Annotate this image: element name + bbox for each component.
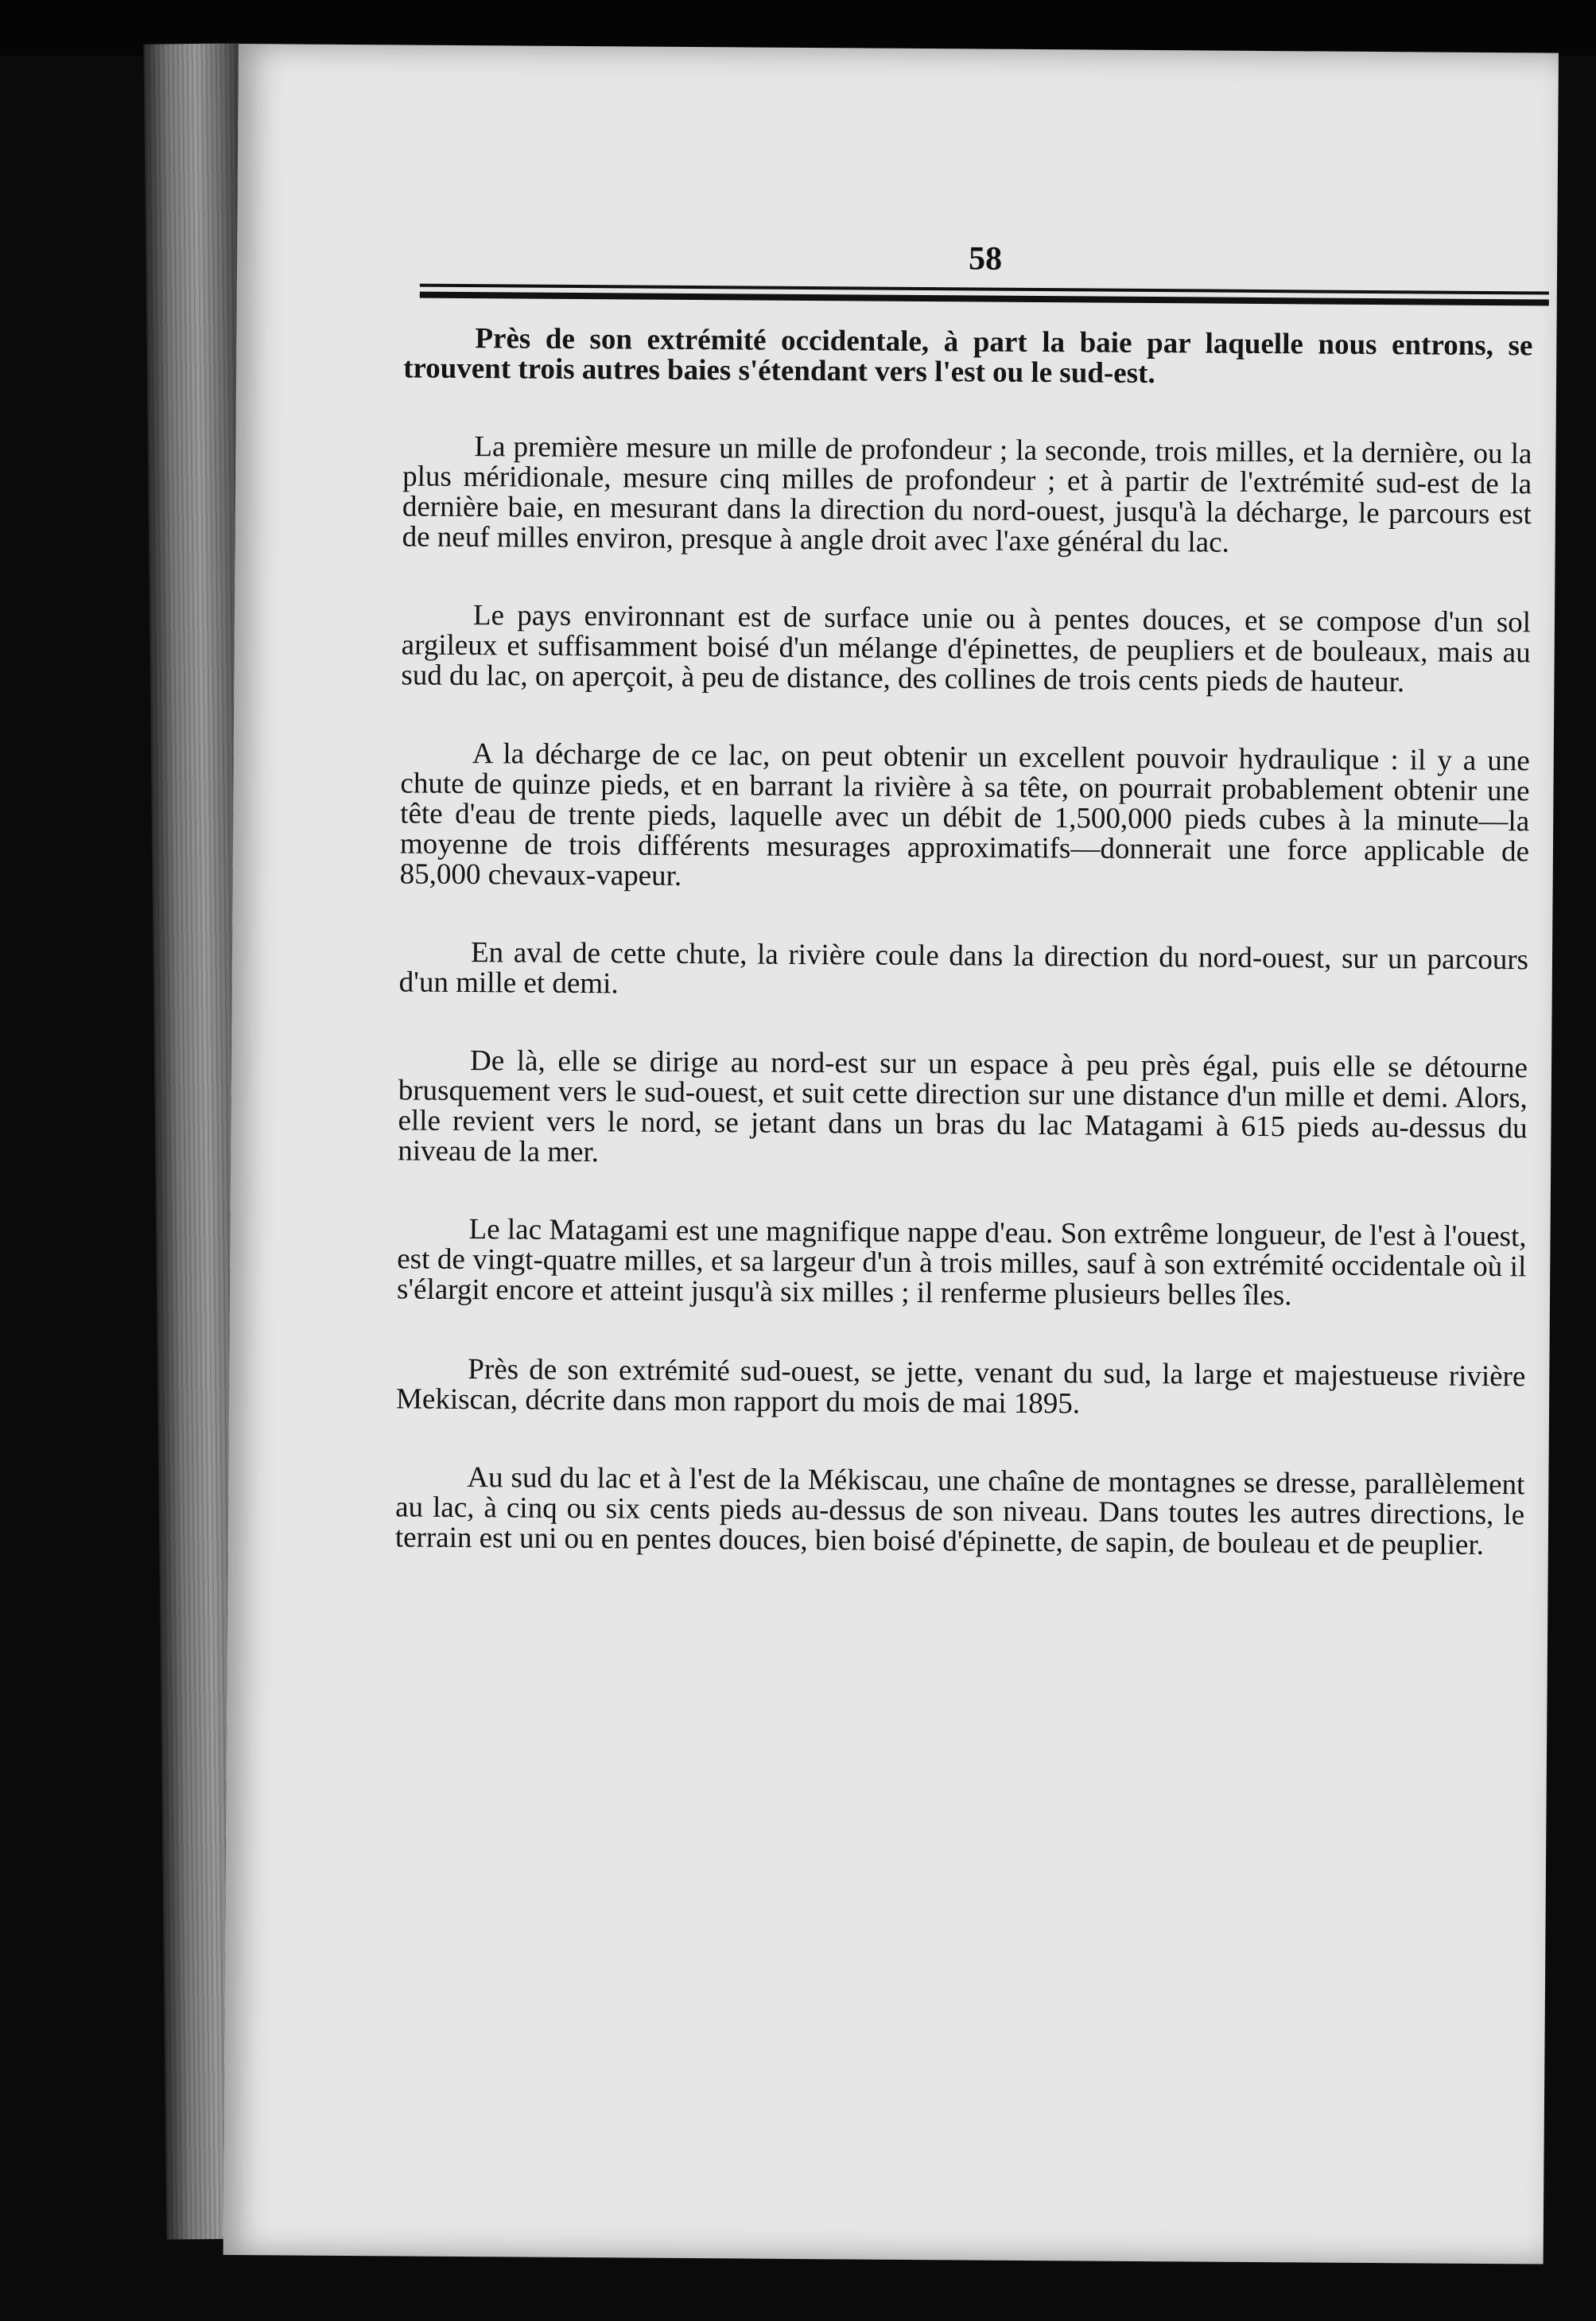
scanned-page: [223, 44, 1559, 2265]
paragraph-7: Le lac Matagami est une magnifique nappe d'eau. Son extrême longueur, de l'est à l'ouest, est de vingt-quatre milles, et sa largeur d'un à trois milles, sauf à son extrémité occidentale où il s'élargit encore et atteint jusqu'à six milles ; il renferme plusieurs belles îles.: [396, 1213, 1527, 1312]
paragraph-8: Près de son extrémité sud-ouest, se jette, venant du sud, la large et majestueuse rivière Mekiscan, décrite dans mon rapport du mois de mai 1895.: [395, 1353, 1526, 1421]
paragraph-2: La première mesure un mille de profondeur ; la seconde, trois milles, et la dernière, ou la plus méridionale, mesure cinq milles de profondeur ; et à partir de l'extrémité sud-est de la dernière baie, en mesurant dans la direction du nord-ouest, jusqu'à la décharge, le parcours est de neuf milles environ, presque à angle droit avec l'axe général du lac.: [402, 430, 1532, 559]
paragraph-6: De là, elle se dirige au nord-est sur un espace à peu près égal, puis elle se détourne brusquement vers le sud-ouest, et suit cette direction sur une distance d'un mille et demi. Alors, elle revient vers le nord, se jetant dans un bras du lac Matagami à 615 pieds au-dessus du niveau de la mer.: [398, 1044, 1528, 1169]
paragraph-3: Le pays environnant est de surface unie ou à pentes douces, et se compose d'un sol argileux et suffisamment boisé d'un mélange d'épinettes, de peupliers et de bouleaux, mais au sud du lac, on aperçoit, à peu de distance, des collines de trois cents pieds de hauteur.: [401, 599, 1532, 699]
paragraph-9: Au sud du lac et à l'est de la Mékiscau, une chaîne de montagnes se dresse, parallèlement au lac, à cinq ou six cents pieds au-dessus de son niveau. Dans toutes les autres directions, le terrain est uni ou en pentes douces, bien boisé d'épinette, de sapin, de bouleau et de peuplier.: [394, 1461, 1525, 1561]
paragraph-1: Près de son extrémité occidentale, à part la baie par laquelle nous entrons, se trouvent trois autres baies s'étendant vers l'est ou le sud-est.: [403, 322, 1533, 391]
paragraph-5: En aval de cette chute, la rivière coule dans la direction du nord-ouest, sur un parcours d'un mille et demi.: [398, 936, 1529, 1001]
header-rule-thick: [420, 292, 1549, 306]
body-text: [394, 323, 1532, 1608]
paragraph-4: A la décharge de ce lac, on peut obtenir un excellent pouvoir hydraulique : il y a une chute de quinze pieds, et en barrant la rivière à sa tête, on pourrait probablement obtenir une tête d'eau de trente pieds, laquelle avec un débit de 1,500,000 pieds cubes à la minute—la moyenne de trois différents mesurages approximatifs—donnerait une force applicable de 85,000 chevaux-vapeur.: [399, 737, 1530, 892]
page-number: 58: [968, 240, 1003, 278]
